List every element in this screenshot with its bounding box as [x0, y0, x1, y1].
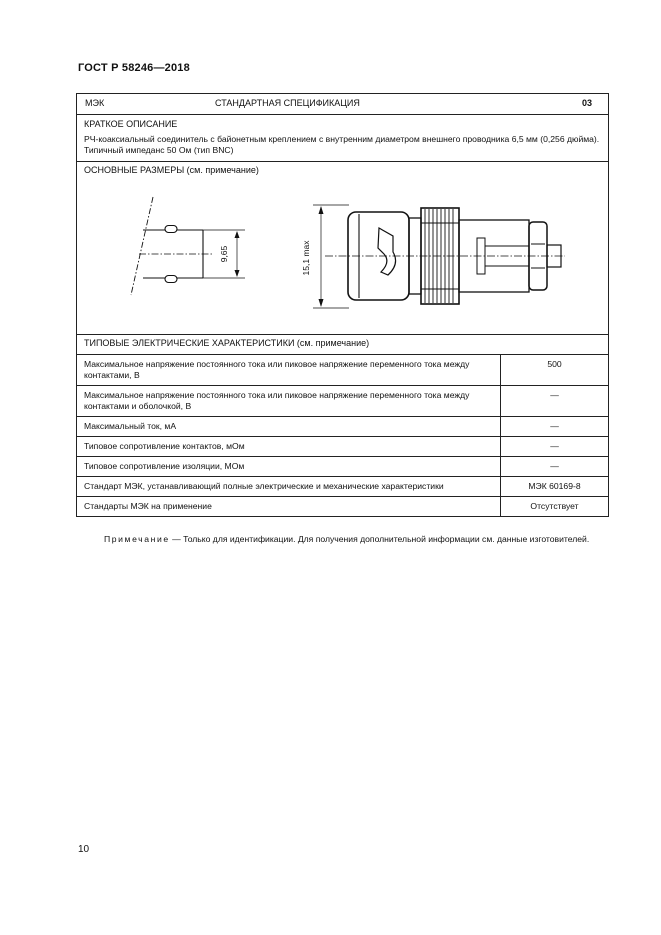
table-row [77, 417, 609, 437]
parameter-value: — [501, 437, 609, 457]
table-row [77, 386, 609, 417]
spec-title-row [77, 94, 609, 115]
description-row [77, 115, 609, 162]
document-id: ГОСТ Р 58246—2018 [78, 62, 190, 74]
description-heading: КРАТКОЕ ОПИСАНИЕ [84, 119, 178, 129]
dimensions-row [77, 162, 609, 335]
table-row [77, 355, 609, 386]
parameter-name: Стандарт МЭК, устанавливающий полные электрические и механические характеристики [77, 477, 501, 497]
parameter-value: МЭК 60169-8 [501, 477, 609, 497]
footnote [76, 534, 609, 546]
parameter-name: Стандарты МЭК на применение [77, 497, 501, 517]
parameter-name: Типовое сопротивление изоляции, МОм [77, 457, 501, 477]
table-row [77, 497, 609, 517]
parameter-name: Типовое сопротивление контактов, мОм [77, 437, 501, 457]
footnote-text: — Только для идентификации. Для получения дополнительной информации см. данные изготовителей. [169, 534, 590, 544]
parameter-name: Максимальный ток, мА [77, 417, 501, 437]
parameter-value: — [501, 386, 609, 417]
spec-organization: МЭК [85, 98, 105, 108]
dimensions-heading: ОСНОВНЫЕ РАЗМЕРЫ (см. примечание) [84, 165, 259, 175]
page-number: 10 [78, 844, 90, 855]
electrical-heading-row [77, 335, 609, 355]
connector-side-view [313, 205, 565, 308]
table-row [77, 437, 609, 457]
dimension-label-9-65: 9,65 [219, 245, 229, 263]
dimension-label-15-1-max: 15,1 max [301, 240, 311, 276]
parameter-name: Максимальное напряжение постоянного тока или пиковое напряжение переменного тока между контактами, В [77, 355, 501, 386]
parameter-name: Максимальное напряжение постоянного тока или пиковое напряжение переменного тока между контактами и оболочкой, В [77, 386, 501, 417]
footnote-label: Примечание [104, 534, 170, 544]
spec-number: 03 [581, 98, 592, 108]
table-row [77, 457, 609, 477]
parameter-value: Отсутствует [501, 497, 609, 517]
parameter-value: — [501, 457, 609, 477]
specification-table [76, 93, 609, 517]
description-text: РЧ-коаксиальный соединитель с байонетным креплением с внутренним диаметром внешнего проводника 6,5 мм (0,256 дюйма). Типичный импеданс 50 Ом (тип BNC) [84, 134, 600, 155]
spec-title: СТАНДАРТНАЯ СПЕЦИФИКАЦИЯ [215, 98, 360, 108]
electrical-heading: ТИПОВЫЕ ЭЛЕКТРИЧЕСКИЕ ХАРАКТЕРИСТИКИ (см. примечание) [77, 335, 609, 355]
parameter-value: — [501, 417, 609, 437]
parameter-value: 500 [501, 355, 609, 386]
table-row [77, 477, 609, 497]
connector-drawing [77, 162, 610, 334]
